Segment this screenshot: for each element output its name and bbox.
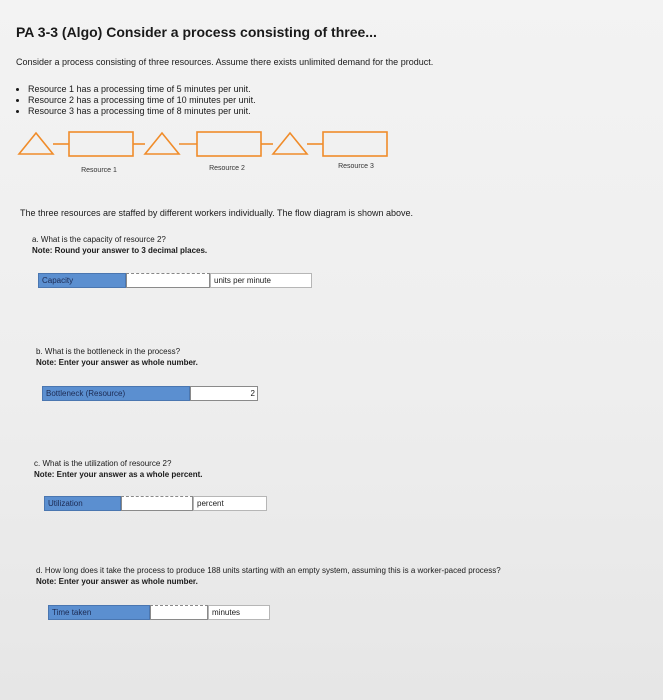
question-b: [36, 346, 198, 368]
resource-box-2: [197, 132, 261, 156]
unit-label: minutes: [208, 605, 270, 620]
question-note: Note: Round your answer to 3 decimal places.: [32, 246, 208, 255]
page-title: PA 3-3 (Algo) Consider a process consisting of three...: [16, 24, 377, 40]
question-note: Note: Enter your answer as a whole percent.: [34, 470, 203, 479]
answer-row-d: [48, 605, 270, 620]
field-label: Utilization: [44, 496, 121, 511]
resource-label-3: Resource 3: [338, 163, 374, 170]
bottleneck-input[interactable]: 2: [190, 386, 258, 401]
list-item: • Resource 3 has a processing time of 8 minutes per unit.: [28, 106, 256, 117]
intro-text: Consider a process consisting of three resources. Assume there exists unlimited demand for the product.: [16, 57, 434, 67]
field-label: Capacity: [38, 273, 126, 288]
flow-diagram: [17, 128, 397, 178]
question-d: [36, 565, 501, 587]
question-note: Note: Enter your answer as whole number.: [36, 358, 198, 367]
resource-box-3: [323, 132, 387, 156]
resource-list: [14, 84, 256, 117]
list-item: • Resource 1 has a processing time of 5 minutes per unit.: [28, 84, 256, 95]
question-a: [32, 234, 207, 256]
resource-label-1: Resource 1: [81, 167, 117, 174]
unit-label: units per minute: [210, 273, 312, 288]
resource-label-2: Resource 2: [209, 165, 245, 172]
statement-text: The three resources are staffed by different workers individually. The flow diagram is shown above.: [20, 208, 414, 218]
list-item: • Resource 2 has a processing time of 10 minutes per unit.: [28, 95, 256, 106]
resource-box-1: [69, 132, 133, 156]
field-label: Time taken: [48, 605, 150, 620]
utilization-input[interactable]: [121, 496, 193, 511]
time-taken-input[interactable]: [150, 605, 208, 620]
inventory-triangle-1: [19, 133, 53, 154]
question-prompt: a. What is the capacity of resource 2?: [32, 235, 166, 244]
question-note: Note: Enter your answer as whole number.: [36, 577, 198, 586]
inventory-triangle-2: [145, 133, 179, 154]
question-prompt: d. How long does it take the process to produce 188 units starting with an empty system, assuming this is a worker-paced process?: [36, 566, 501, 575]
question-prompt: b. What is the bottleneck in the process?: [36, 347, 181, 356]
field-label: Bottleneck (Resource): [42, 386, 190, 401]
answer-row-a: [38, 273, 312, 288]
question-c: [34, 458, 203, 480]
answer-row-b: [42, 386, 258, 401]
question-prompt: c. What is the utilization of resource 2?: [34, 459, 172, 468]
inventory-triangle-3: [273, 133, 307, 154]
capacity-input[interactable]: [126, 273, 210, 288]
unit-label: percent: [193, 496, 267, 511]
answer-row-c: [44, 496, 267, 511]
